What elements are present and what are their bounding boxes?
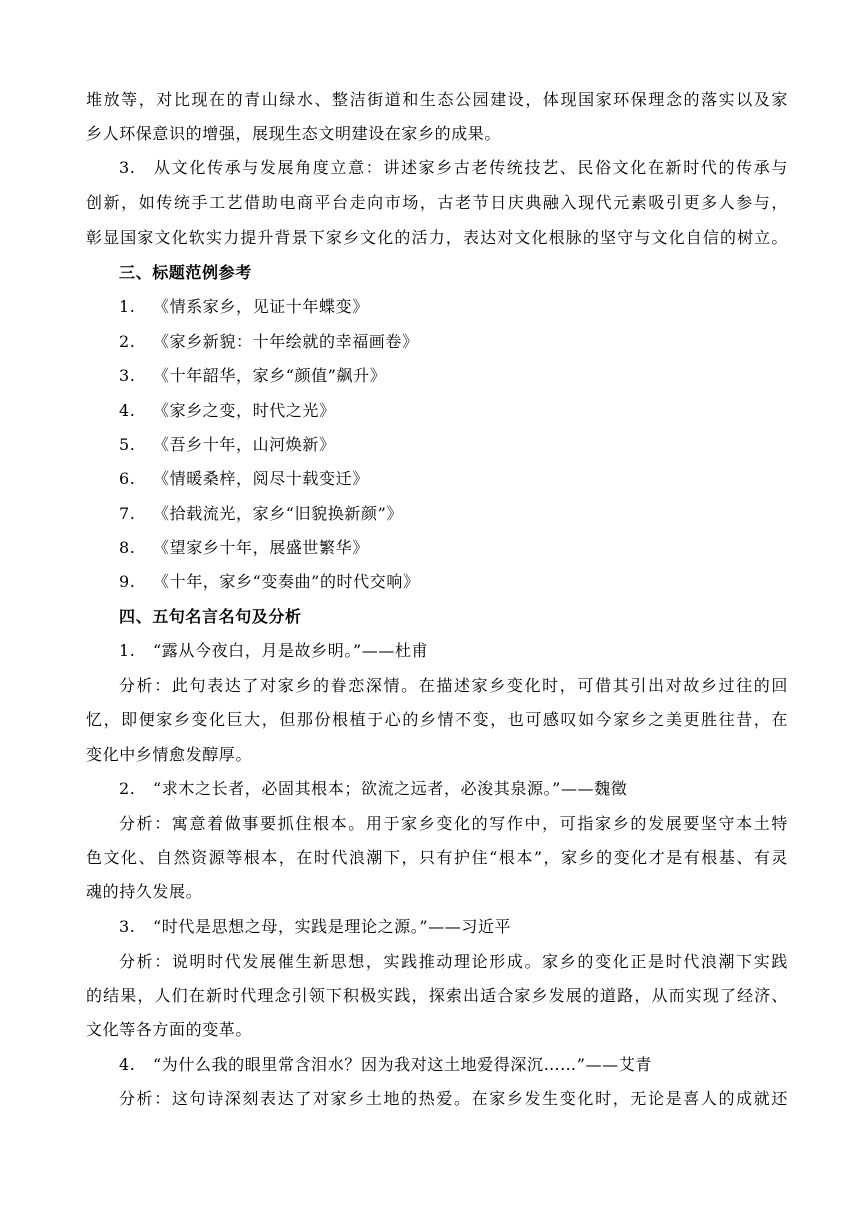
item-text: 《拾载流光，家乡“旧貌换新颜”》	[153, 504, 403, 523]
section-heading: 三、标题范例参考	[119, 263, 252, 282]
analysis-line: 分析：说明时代发展催生新思想，实践推动理论形成。家乡的变化正是时代浪潮下实践	[119, 952, 788, 971]
paragraph-line: 乡人环保意识的增强，展现生态文明建设在家乡的成果。	[86, 124, 502, 143]
item-number: 2.	[119, 779, 136, 798]
analysis-line: 魂的持久发展。	[86, 882, 203, 901]
paragraph-line: 彰显国家文化软实力提升背景下家乡文化的活力，表达对文化根脉的坚守与文化自信的树立。	[86, 228, 788, 247]
analysis-line: 文化等各方面的变革。	[86, 1020, 253, 1039]
paragraph-line: 堆放等，对比现在的青山绿水、整洁街道和生态公园建设，体现国家环保理念的落实以及家	[86, 90, 788, 109]
quote-text: “为什么我的眼里常含泪水？因为我对这土地爱得深沉……”——艾青	[153, 1055, 652, 1074]
title-example-item	[119, 469, 788, 489]
item-number: 9.	[119, 572, 136, 591]
quote-text: “时代是思想之母，实践是理论之源。”——习近平	[153, 917, 512, 936]
numbered-paragraph-line	[119, 158, 788, 178]
title-example-item	[119, 332, 788, 352]
item-number: 1.	[119, 297, 136, 316]
quote-text: “求木之长者，必固其根本；欲流之远者，必浚其泉源。”——魏徵	[153, 779, 628, 798]
analysis-line: 分析：寓意着做事要抓住根本。用于家乡变化的写作中，可指家乡的发展要坚守本土特	[119, 814, 788, 833]
paragraph-line: 创新，如传统手工艺借助电商平台走向市场，古老节日庆典融入现代元素吸引更多人参与，	[86, 193, 788, 212]
analysis-line: 的结果，人们在新时代理念引领下积极实践，探索出适合家乡发展的道路，从而实现了经济、	[86, 986, 788, 1005]
item-text: 《望家乡十年，展盛世繁华》	[153, 538, 369, 557]
item-number: 8.	[119, 538, 136, 557]
item-number: 1.	[119, 641, 136, 660]
title-example-item	[119, 435, 788, 455]
item-number: 4.	[119, 1055, 136, 1074]
title-example-item	[119, 572, 788, 592]
item-text: 《情暖桑梓，阅尽十载变迁》	[153, 469, 369, 488]
item-number: 3.	[119, 158, 136, 177]
item-text: 《吾乡十年，山河焕新》	[153, 435, 336, 454]
title-example-item	[119, 366, 788, 386]
quote-line	[119, 917, 788, 937]
section-heading: 四、五句名言名句及分析	[119, 607, 302, 626]
item-number: 5.	[119, 435, 136, 454]
item-text: 《家乡之变，时代之光》	[153, 401, 336, 420]
title-example-item	[119, 297, 788, 317]
item-text: 《十年韶华，家乡“颜值”飙升》	[153, 366, 387, 385]
item-text: 《情系家乡，见证十年蝶变》	[153, 297, 369, 316]
item-number: 3.	[119, 366, 136, 385]
title-example-item	[119, 504, 788, 524]
item-number: 4.	[119, 401, 136, 420]
quote-text: “露从今夜白，月是故乡明。”——杜甫	[153, 641, 429, 660]
item-text: 《十年，家乡“变奏曲”的时代交响》	[153, 572, 420, 591]
item-number: 6.	[119, 469, 136, 488]
analysis-line: 分析：此句表达了对家乡的眷恋深情。在描述家乡变化时，可借其引出对故乡过往的回	[119, 676, 788, 695]
analysis-line: 色文化、自然资源等根本，在时代浪潮下，只有护住“根本”，家乡的变化才是有根基、有灵	[86, 848, 788, 867]
analysis-line: 变化中乡情愈发醇厚。	[86, 745, 253, 764]
analysis-line: 忆，即便家乡变化巨大，但那份根植于心的乡情不变，也可感叹如今家乡之美更胜往昔，在	[86, 710, 788, 729]
item-number: 3.	[119, 917, 136, 936]
item-number: 7.	[119, 504, 136, 523]
quote-line	[119, 779, 788, 799]
paragraph-text: 从文化传承与发展角度立意：讲述家乡古老传统技艺、民俗文化在新时代的传承与	[153, 158, 788, 177]
item-number: 2.	[119, 332, 136, 351]
title-example-item	[119, 401, 788, 421]
quote-line	[119, 641, 788, 661]
quote-line	[119, 1055, 788, 1075]
title-example-item	[119, 538, 788, 558]
analysis-line: 分析：这句诗深刻表达了对家乡土地的热爱。在家乡发生变化时，无论是喜人的成就还	[119, 1089, 788, 1108]
item-text: 《家乡新貌：十年绘就的幸福画卷》	[153, 332, 419, 351]
